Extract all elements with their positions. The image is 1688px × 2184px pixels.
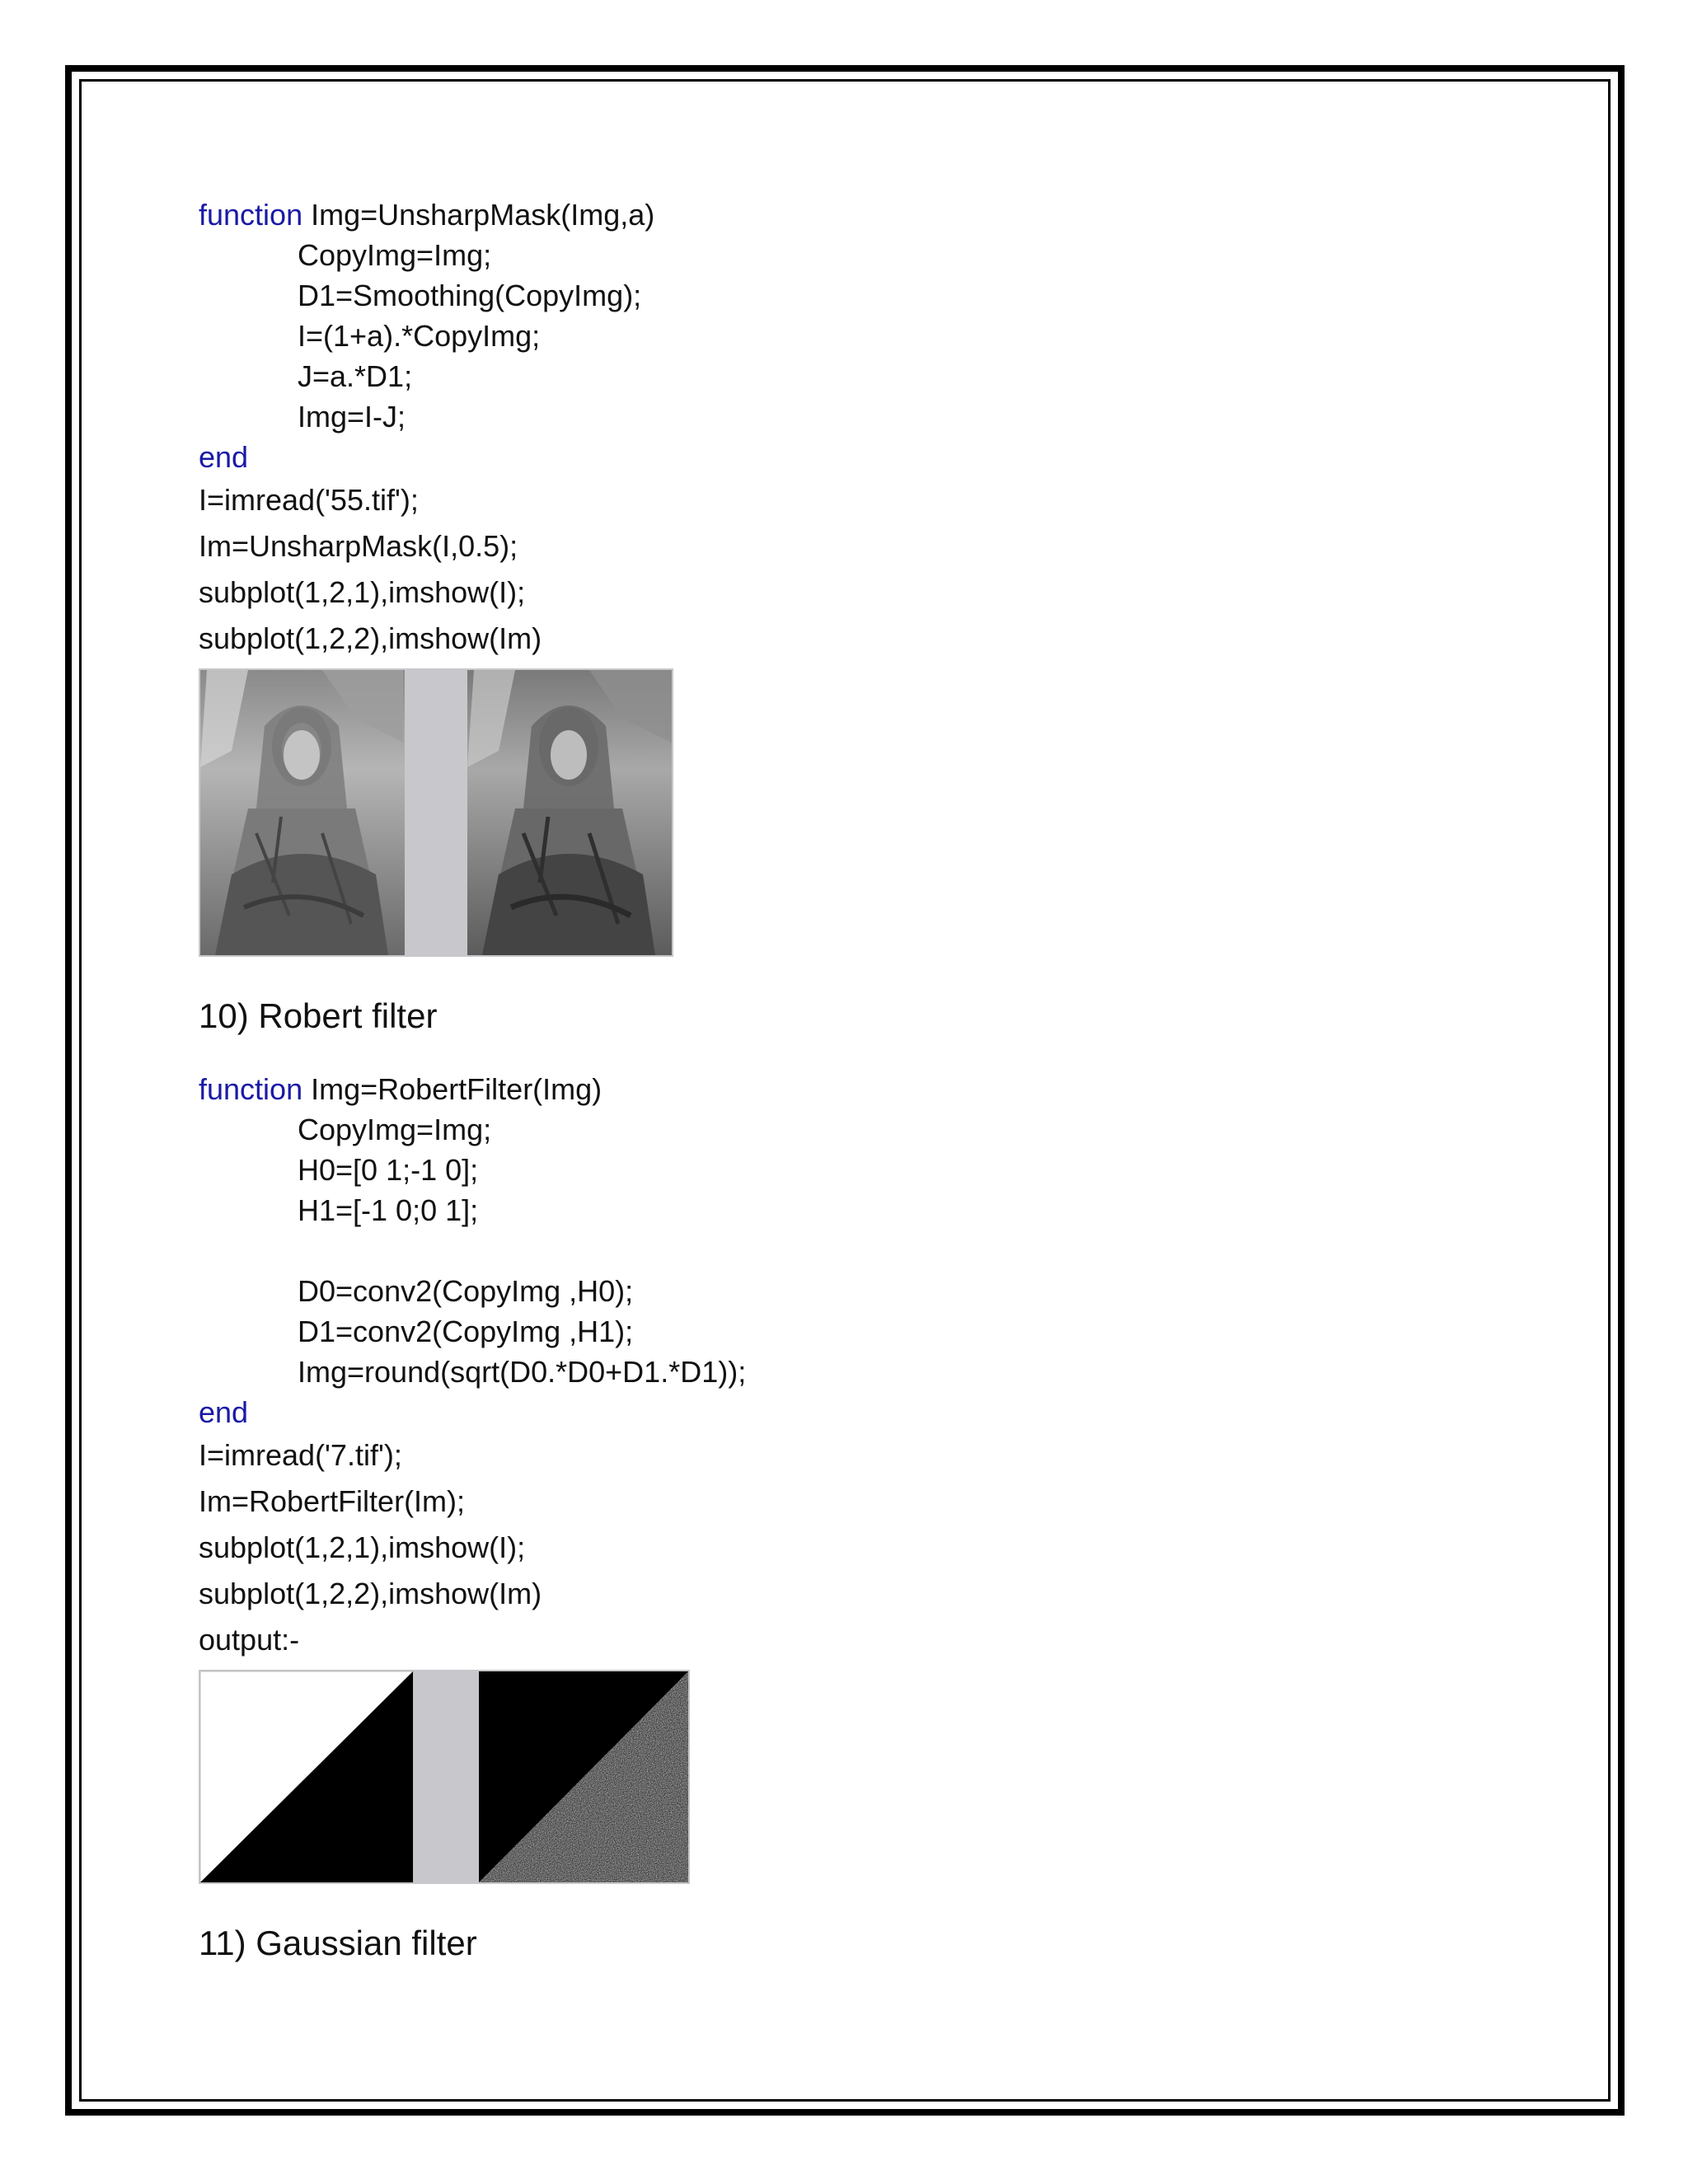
- section-heading-gaussian: 11) Gaussian filter: [199, 1924, 477, 1962]
- section-heading-robert: 10) Robert filter: [199, 996, 438, 1035]
- function-keyword: function: [199, 1072, 303, 1106]
- code-line: D0=conv2(CopyImg ,H0);: [298, 1274, 634, 1308]
- original-triangle-image: [200, 1671, 413, 1882]
- code-line: CopyImg=Img;: [298, 238, 492, 272]
- output-label: output:-: [199, 1623, 300, 1657]
- end-keyword: end: [199, 1395, 249, 1429]
- code-line: I=(1+a).*CopyImg;: [298, 319, 541, 353]
- code-line: J=a.*D1;: [298, 359, 413, 393]
- filtered-triangle-image: [479, 1671, 688, 1882]
- document-page: [199, 194, 1559, 1996]
- code-line: CopyImg=Img;: [298, 1113, 492, 1146]
- unsharp-script: [199, 477, 1559, 662]
- code-line: D1=Smoothing(CopyImg);: [298, 279, 642, 312]
- unsharp-output-image: [199, 668, 673, 957]
- code-line: Img=round(sqrt(D0.*D0+D1.*D1));: [298, 1355, 747, 1389]
- end-keyword: end: [199, 440, 249, 474]
- robert-output-figure: [199, 1670, 1559, 1884]
- code-line: Img=I-J;: [298, 400, 406, 434]
- original-photo: [200, 670, 405, 955]
- robert-filter-code: [199, 1069, 1559, 1432]
- script-line: subplot(1,2,1),imshow(I);: [199, 575, 526, 609]
- code-line: D1=conv2(CopyImg ,H1);: [298, 1315, 634, 1348]
- function-signature-line: [199, 1069, 1559, 1109]
- script-line: subplot(1,2,2),imshow(Im): [199, 1577, 542, 1610]
- script-line: subplot(1,2,2),imshow(Im): [199, 621, 542, 655]
- code-line: H0=[0 1;-1 0];: [298, 1153, 479, 1187]
- script-line: I=imread('55.tif');: [199, 483, 419, 517]
- script-line: Im=RobertFilter(Im);: [199, 1484, 466, 1518]
- script-line: Im=UnsharpMask(I,0.5);: [199, 529, 518, 563]
- function-signature: Img=UnsharpMask(Img,a): [302, 198, 655, 232]
- code-line: H1=[-1 0;0 1];: [298, 1193, 479, 1227]
- blank-line: [199, 1230, 1559, 1271]
- function-signature-line: [199, 194, 1559, 235]
- unsharp-mask-code: [199, 194, 1559, 477]
- unsharp-output-figure: [199, 668, 1559, 957]
- function-keyword: function: [199, 198, 303, 232]
- robert-output-image: [199, 1670, 690, 1884]
- function-signature: Img=RobertFilter(Img): [302, 1072, 603, 1106]
- script-line: subplot(1,2,1),imshow(I);: [199, 1530, 526, 1564]
- script-line: I=imread('7.tif');: [199, 1438, 402, 1472]
- sharpened-photo: [467, 670, 672, 955]
- robert-script: [199, 1432, 1559, 1663]
